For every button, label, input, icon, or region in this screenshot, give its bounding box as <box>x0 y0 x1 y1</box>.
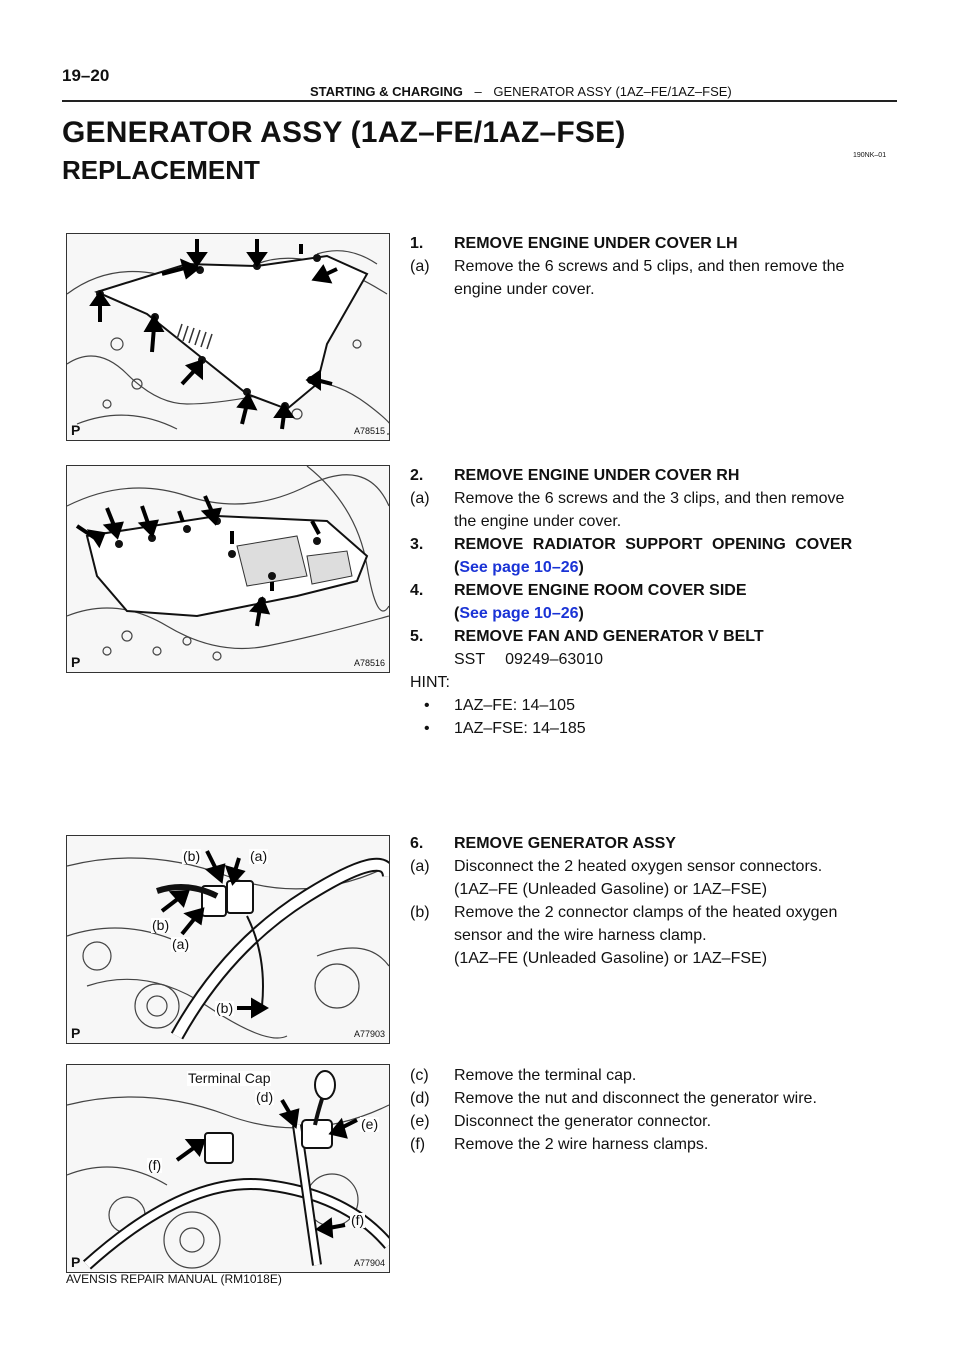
step-heading: 5. REMOVE FAN AND GENERATOR V BELT <box>410 628 764 645</box>
page-title: GENERATOR ASSY (1AZ–FE/1AZ–FSE) <box>62 116 626 149</box>
sub-step: (a) Remove the 6 screws and the 3 clips, and then remove <box>410 490 845 507</box>
step-6-block <box>410 832 837 970</box>
page-reference: (See page 10–26) <box>454 605 584 622</box>
figure-oxygen-sensor-connectors <box>66 835 390 1044</box>
sub-step-continued: (1AZ–FE (Unleaded Gasoline) or 1AZ–FSE) <box>454 881 768 898</box>
sub-step: (f) Remove the 2 wire harness clamps. <box>410 1136 709 1153</box>
sub-step: (b) Remove the 2 connector clamps of the heated oxygen <box>410 904 838 921</box>
header-rule <box>62 100 897 102</box>
sst-line: SST 09249–63010 <box>454 651 604 668</box>
callout-f: (f) <box>148 1157 162 1173</box>
running-header <box>310 84 732 99</box>
figure-id: A77903 <box>353 1029 385 1039</box>
hint-item: • 1AZ–FE: 14–105 <box>424 697 575 714</box>
page-subtitle: REPLACEMENT <box>62 155 260 185</box>
figure-p-mark: P <box>71 654 81 670</box>
callout-a: (a) <box>250 848 268 864</box>
steps-2-5-block <box>410 464 852 740</box>
step-heading: 1. REMOVE ENGINE UNDER COVER LH <box>410 235 738 252</box>
sub-step-continued: the engine under cover. <box>454 513 622 530</box>
header-subsection: GENERATOR ASSY (1AZ–FE/1AZ–FSE) <box>493 84 732 99</box>
illustration-under-cover-lh <box>67 234 389 440</box>
page-number: 19–20 <box>62 66 110 85</box>
hint-label: HINT: <box>410 674 450 691</box>
header-section: STARTING & CHARGING <box>310 84 463 99</box>
see-page-link[interactable]: See page 10–26 <box>459 559 579 576</box>
figure-id: A78515 <box>353 426 385 436</box>
callout-d: (d) <box>256 1089 274 1105</box>
figure-id: A77904 <box>353 1258 385 1268</box>
figure-p-mark: P <box>71 1254 81 1270</box>
step-6-continued-block <box>410 1064 817 1156</box>
figure-engine-under-cover-lh <box>66 233 390 441</box>
illustration-generator <box>67 1065 389 1272</box>
footer: AVENSIS REPAIR MANUAL (RM1018E) <box>66 1272 282 1286</box>
step-1-block <box>410 232 844 301</box>
header-separator: – <box>474 84 482 99</box>
figure-id: A78516 <box>353 658 385 668</box>
sub-step-continued: sensor and the wire harness clamp. <box>454 927 707 944</box>
hint-item: • 1AZ–FSE: 14–185 <box>424 720 586 737</box>
see-page-link[interactable]: See page 10–26 <box>459 605 579 622</box>
callout-b: (b) <box>152 917 170 933</box>
sub-step: (e) Disconnect the generator connector. <box>410 1113 712 1130</box>
sub-step: (c) Remove the terminal cap. <box>410 1067 637 1084</box>
document-code: 190NK–01 <box>853 152 887 159</box>
callout-b: (b) <box>183 848 201 864</box>
sub-step-continued: engine under cover. <box>454 281 595 298</box>
step-heading: 3. REMOVE RADIATOR SUPPORT OPENING COVER <box>410 536 853 553</box>
illustration-under-cover-rh <box>67 466 389 672</box>
callout-e: (e) <box>361 1116 379 1132</box>
callout-b: (b) <box>216 1000 234 1016</box>
sub-step: (d) Remove the nut and disconnect the generator wire. <box>410 1090 817 1107</box>
figure-engine-under-cover-rh <box>66 465 390 673</box>
page-reference: (See page 10–26) <box>454 559 584 576</box>
callout-terminal-cap: Terminal Cap <box>188 1070 271 1086</box>
step-heading: 6. REMOVE GENERATOR ASSY <box>410 835 676 852</box>
figure-p-mark: P <box>71 1025 81 1041</box>
callout-f: (f) <box>351 1212 365 1228</box>
step-heading: 4. REMOVE ENGINE ROOM COVER SIDE <box>410 582 747 599</box>
figure-generator-wire <box>66 1064 390 1273</box>
sub-step: (a) Disconnect the 2 heated oxygen sensor connectors. <box>410 858 823 875</box>
figure-p-mark: P <box>71 422 81 438</box>
sub-step-continued: (1AZ–FE (Unleaded Gasoline) or 1AZ–FSE) <box>454 950 768 967</box>
sub-step: (a) Remove the 6 screws and 5 clips, and then remove the <box>410 258 845 275</box>
step-heading: 2. REMOVE ENGINE UNDER COVER RH <box>410 467 740 484</box>
callout-a: (a) <box>172 936 190 952</box>
